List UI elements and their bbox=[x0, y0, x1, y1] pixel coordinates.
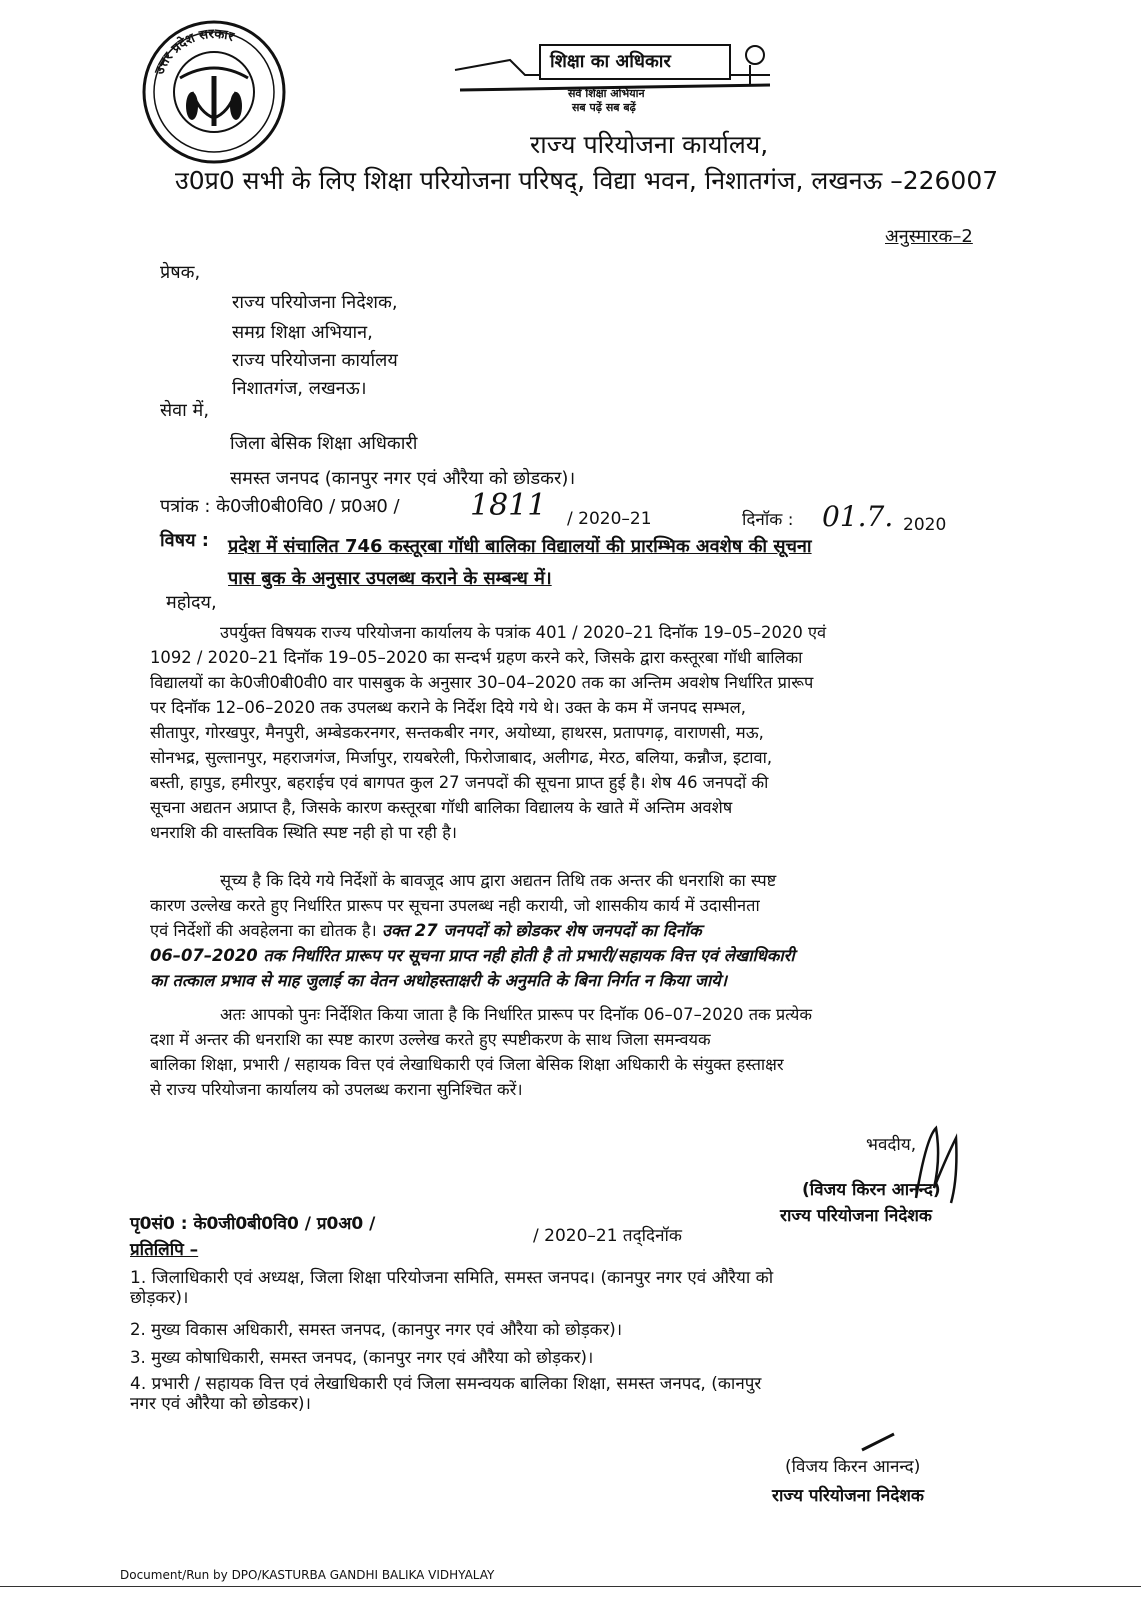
sender-line: राज्य परियोजना निदेशक, bbox=[232, 292, 398, 313]
emphasized-line: का तत्काल प्रभाव से माह जुलाई का वेतन अधोहस्ताक्षरी के अनुमति के बिना निर्गत न किया जाये। bbox=[150, 971, 727, 990]
office-name: राज्य परियोजना कार्यालय, bbox=[530, 130, 769, 159]
logo-subtitle-2: सब पढ़ें सब बढ़ें bbox=[572, 101, 636, 114]
copy-item: 2. मुख्य विकास अधिकारी, समस्त जनपद, (कानपुर नगर एवं औरैया को छोड़कर)। bbox=[130, 1320, 623, 1339]
paragraph-line: अतः आपको पुनः निर्देशित किया जाता है कि निर्धारित प्रारूप पर दिनॉक 06–07–2020 तक प्रत्येक bbox=[220, 1005, 813, 1024]
subject-line: प्रदेश में संचालित 746 कस्तूरबा गॉधी बालिका विद्यालयों की प्रारम्भिक अवशेष की सूचना bbox=[228, 536, 812, 557]
copy-line: छोड़कर)। bbox=[130, 1288, 189, 1309]
copy-item: 3. मुख्य कोषाधिकारी, समस्त जनपद, (कानपुर नगर एवं औरैया को छोड़कर)। bbox=[130, 1348, 594, 1367]
body-paragraph-3 bbox=[150, 1002, 1040, 1102]
body-paragraph-1 bbox=[150, 620, 1040, 845]
emphasized-text: उक्त 27 जनपदों को छोडकर शेष जनपदों का दिनॉक bbox=[381, 921, 702, 940]
paragraph-line: सूच्य है कि दिये गये निर्देशों के बावजूद आप द्वारा अद्यतन तिथि तक अन्तर की धनराशि का स्पष्ट bbox=[220, 871, 777, 890]
paragraph-line: बालिका शिक्षा, प्रभारी / सहायक वित्त एवं लेखाधिकारी एवं जिला बेसिक शिक्षा अधिकारी के संयुक्त हस्ताक्षर bbox=[150, 1055, 784, 1074]
copy-reference-date: / 2020–21 तद्‌दिनॉक bbox=[533, 1226, 682, 1246]
logo-title: शिक्षा का अधिकार bbox=[550, 51, 671, 72]
logo-subtitle-1: सर्व शिक्षा अभियान bbox=[568, 87, 645, 100]
date-label: दिनॉक : bbox=[742, 510, 794, 530]
paragraph-line-mixed bbox=[150, 918, 1040, 943]
signatory-name: (विजय किरन आनन्द) bbox=[802, 1180, 941, 1200]
subject-label: विषय : bbox=[160, 530, 209, 551]
footer-note: Document/Run by DPO/KASTURBA GANDHI BALIKA VIDHYALAY bbox=[120, 1568, 495, 1582]
recipient-label: सेवा में, bbox=[160, 400, 210, 421]
paragraph-line: से राज्य परियोजना कार्यालय को उपलब्ध कराना सुनिश्चित करें। bbox=[150, 1080, 523, 1099]
sender-line: राज्य परियोजना कार्यालय bbox=[232, 350, 398, 371]
signatory-title: राज्य परियोजना निदेशक bbox=[780, 1206, 932, 1226]
copy-item bbox=[130, 1268, 1030, 1309]
initial-mark bbox=[860, 1432, 896, 1452]
svg-text:उत्तर प्रदेश सरकार: उत्तर प्रदेश सरकार bbox=[152, 26, 236, 77]
reference-year: / 2020–21 bbox=[567, 509, 652, 529]
paragraph-line: पर दिनॉक 12–06–2020 तक उपलब्ध कराने के निर्देश दिये गये थे। उक्त के कम में जनपद सम्भल, bbox=[150, 698, 746, 717]
paragraph-line: विद्यालयों का के0जी0बी0वी0 वार पासबुक के अनुसार 30–04–2020 तक का अन्तिम अवशेष निर्धारित प्रारूप bbox=[150, 673, 814, 692]
paragraph-text: एवं निर्देशों की अवहेलना का द्योतक है। bbox=[150, 921, 377, 940]
paragraph-line: सोनभद्र, सुल्तानपुर, महराजगंज, मिर्जापुर, रायबरेली, फिरोजाबाद, अलीगढ, मेरठ, बलिया, कन्नौज, इटावा, bbox=[150, 748, 773, 767]
salutation: महोदय, bbox=[166, 592, 217, 613]
reference-label: पत्रांक : के0जी0बी0वि0 / प्र0अ0 / bbox=[160, 496, 400, 517]
signatory-name: (विजय किरन आनन्द) bbox=[785, 1457, 921, 1477]
copy-reference: पृ0सं0 : के0जी0बी0वि0 / प्र0अ0 / bbox=[130, 1214, 376, 1234]
copy-item bbox=[130, 1374, 1030, 1415]
paragraph-line: 1092 / 2020–21 दिनॉक 19–05–2020 का सन्दर्भ ग्रहण करने करे, जिसके द्वारा कस्तूरबा गॉधी बालिका bbox=[150, 648, 803, 667]
subject-line: पास बुक के अनुसार उपलब्ध कराने के सम्बन्ध में। bbox=[228, 568, 552, 589]
council-address: उ0प्र0 सभी के लिए शिक्षा परियोजना परिषद्, विद्या भवन, निशातगंज, लखनऊ –226007 bbox=[175, 166, 999, 195]
reference-number-handwritten: 1811 bbox=[470, 488, 547, 523]
sender-line: निशातगंज, लखनऊ। bbox=[232, 378, 367, 399]
recipient-line: जिला बेसिक शिक्षा अधिकारी bbox=[230, 433, 418, 454]
uttar-pradesh-seal-logo bbox=[140, 18, 288, 166]
copy-line: नगर एवं औरैया को छोडकर)। bbox=[130, 1394, 311, 1415]
footer-divider bbox=[0, 1586, 1141, 1587]
sender-label: प्रेषक, bbox=[160, 262, 201, 283]
paragraph-line: उपर्युक्त विषयक राज्य परियोजना कार्यालय के पत्रांक 401 / 2020–21 दिनॉक 19–05–2020 एवं bbox=[220, 623, 827, 642]
paragraph-line: सीतापुर, गोरखपुर, मैनपुरी, अम्बेडकरनगर, सन्तकबीर नगर, अयोध्या, हाथरस, प्रतापगढ़, वाराणसी, मऊ, bbox=[150, 723, 764, 742]
reminder-label: अनुस्मारक–2 bbox=[885, 226, 973, 247]
paragraph-line: बस्ती, हापुड, हमीरपुर, बहराईच एवं बागपत कुल 27 जनपदों की सूचना प्राप्त हुई है। शेष 46 जनपदों की bbox=[150, 773, 769, 792]
recipient-line: समस्त जनपद (कानपुर नगर एवं औरैया को छोडकर)। bbox=[230, 468, 576, 489]
body-paragraph-2 bbox=[150, 868, 1040, 993]
copy-line: 1. जिलाधिकारी एवं अध्यक्ष, जिला शिक्षा परियोजना समिति, समस्त जनपद। (कानपुर नगर एवं औरैया को bbox=[130, 1268, 774, 1288]
paragraph-line: धनराशि की वास्तविक स्थिति स्पष्ट नही हो पा रही है। bbox=[150, 823, 457, 842]
shiksha-ka-adhikar-logo bbox=[450, 30, 780, 120]
emphasized-line: 06–07–2020 तक निर्धारित प्रारूप पर सूचना प्राप्त नही होती है तो प्रभारी/सहायक वित्त एवं लेखाधिकारी bbox=[150, 946, 795, 965]
copy-label: प्रतिलिपि – bbox=[130, 1240, 199, 1260]
sender-line: समग्र शिक्षा अभियान, bbox=[232, 322, 373, 343]
paragraph-line: दशा में अन्तर की धनराशि का स्पष्ट कारण उल्लेख करते हुए स्पष्टीकरण के साथ जिला समन्वयक bbox=[150, 1030, 711, 1049]
date-handwritten: 01.7. bbox=[822, 500, 894, 533]
paragraph-line: कारण उल्लेख करते हुए निर्धारित प्रारूप पर सूचना उपलब्ध नही करायी, जो शासकीय कार्य में उदासीनता bbox=[150, 896, 760, 915]
paragraph-line: सूचना अद्यतन अप्राप्त है, जिसके कारण कस्तूरबा गॉधी बालिका विद्यालय के खाते में अन्तिम अवशेष bbox=[150, 798, 733, 817]
signatory-title: राज्य परियोजना निदेशक bbox=[772, 1486, 924, 1506]
date-year: 2020 bbox=[903, 515, 947, 535]
copy-line: 4. प्रभारी / सहायक वित्त एवं लेखाधिकारी एवं जिला समन्वयक बालिका शिक्षा, समस्त जनपद, (कानपुर bbox=[130, 1374, 762, 1394]
closing: भवदीय, bbox=[866, 1135, 917, 1155]
